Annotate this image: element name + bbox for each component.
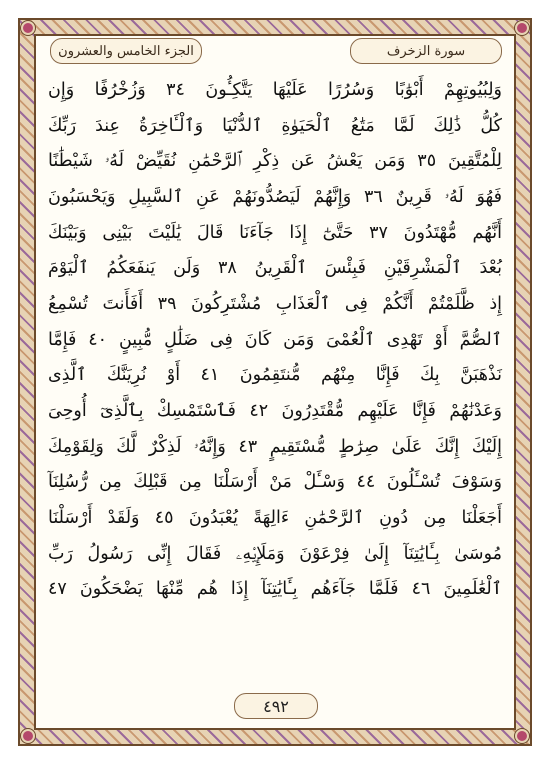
corner-ornament-bottom-left [21,729,35,743]
text-line-content: فَهُوَ لَهُۥ قَرِينٌ ٣٦ وَإِنَّهُمْ لَيَصُدُّونَهُمْ عَنِ ٱلسَّبِيلِ وَيَحْسَبُونَ [48,186,502,207]
text-line [48,143,502,179]
text-line-content: أَجَعَلْنَا مِن دُونِ ٱلرَّحْمَٰنِ ءَالِهَةً يُعْبَدُونَ ٤٥ وَلَقَدْ أَرْسَلْنَا [48,508,502,529]
text-line-content: إِذ ظَّلَمْتُمْ أَنَّكُمْ فِى ٱلْعَذَابِ مُشْتَرِكُونَ ٣٩ أَفَأَنتَ تُسْمِعُ [48,293,502,314]
text-line-content: ٱلصُّمَّ أَوْ تَهْدِى ٱلْعُمْىَ وَمَن كَانَ فِى ضَلَٰلٍ مُّبِينٍ ٤٠ فَإِمَّا [48,329,502,350]
text-line [48,393,502,429]
text-line [48,286,502,322]
text-line-content: نَذْهَبَنَّ بِكَ فَإِنَّا مِنْهُم مُّنتَقِمُونَ ٤١ أَوْ نُرِيَنَّكَ ٱلَّذِى [48,365,502,386]
text-line-content: بُعْدَ ٱلْمَشْرِقَيْنِ فَبِئْسَ ٱلْقَرِينُ ٣٨ وَلَن يَنفَعَكُمُ ٱلْيَوْمَ [48,258,502,279]
text-line [48,322,502,358]
quran-text-block [48,72,502,692]
corner-ornament-bottom-right [515,729,529,743]
text-line [48,500,502,536]
text-line-content: وَعَدْنَٰهُمْ فَإِنَّا عَلَيْهِم مُّقْتَدِرُونَ ٤٢ فَٱسْتَمْسِكْ بِٱلَّذِىٓ أُوحِىَ [48,401,502,422]
text-line [48,108,502,144]
page-number: ٤٩٢ [234,693,318,719]
text-line-content: لِلْمُتَّقِينَ ٣٥ وَمَن يَعْشُ عَن ذِكْرِ ٱلرَّحْمَٰنِ نُقَيِّضْ لَهُۥ شَيْطَٰنًا [48,151,502,172]
corner-ornament-top-right [515,21,529,35]
text-line [48,465,502,501]
text-line [48,72,502,108]
text-line-content: إِلَيْكَ إِنَّكَ عَلَىٰ صِرَٰطٍ مُّسْتَقِيمٍ ٤٣ وَإِنَّهُۥ لَذِكْرٌ لَّكَ وَلِقَوْمِكَ [48,436,503,457]
text-line [48,572,502,608]
text-line-content: وَلِبُيُوتِهِمْ أَبْوَٰبًا وَسُرُرًا عَلَيْهَا يَتَّكِـُٔونَ ٣٤ وَزُخْرُفًا وَإِن [48,79,502,100]
text-line-content: وَسَوْفَ تُسْـَٔلُونَ ٤٤ وَسْـَٔلْ مَنْ أَرْسَلْنَا مِن قَبْلِكَ مِن رُّسُلِنَآ [48,472,502,493]
corner-ornament-top-left [21,21,35,35]
text-line [48,179,502,215]
text-line [48,250,502,286]
text-line [48,429,502,465]
text-line-content: ٱلْعَٰلَمِينَ ٤٦ فَلَمَّا جَآءَهُم بِـَٔايَٰتِنَآ إِذَا هُم مِّنْهَا يَضْحَكُونَ ٤٧ [48,579,502,600]
surah-label: سورة الزخرف [350,38,502,64]
text-line [48,215,502,251]
text-line [48,536,502,572]
text-line [48,358,502,394]
juz-label: الجزء الخامس والعشرون [50,38,202,64]
text-line-content: كُلُّ ذَٰلِكَ لَمَّا مَتَٰعُ ٱلْحَيَوٰةِ ٱلدُّنْيَا وَٱلْـَٔاخِرَةُ عِندَ رَبِّكَ [48,115,502,136]
text-line-content: مُوسَىٰ بِـَٔايَٰتِنَآ إِلَىٰ فِرْعَوْنَ وَمَلَإِي۟هِۦ فَقَالَ إِنِّى رَسُولُ رَبِّ [48,543,502,564]
text-line-content: أَنَّهُم مُّهْتَدُونَ ٣٧ حَتَّىٰٓ إِذَا جَآءَنَا قَالَ يَٰلَيْتَ بَيْنِى وَبَيْنَكَ [48,222,503,243]
